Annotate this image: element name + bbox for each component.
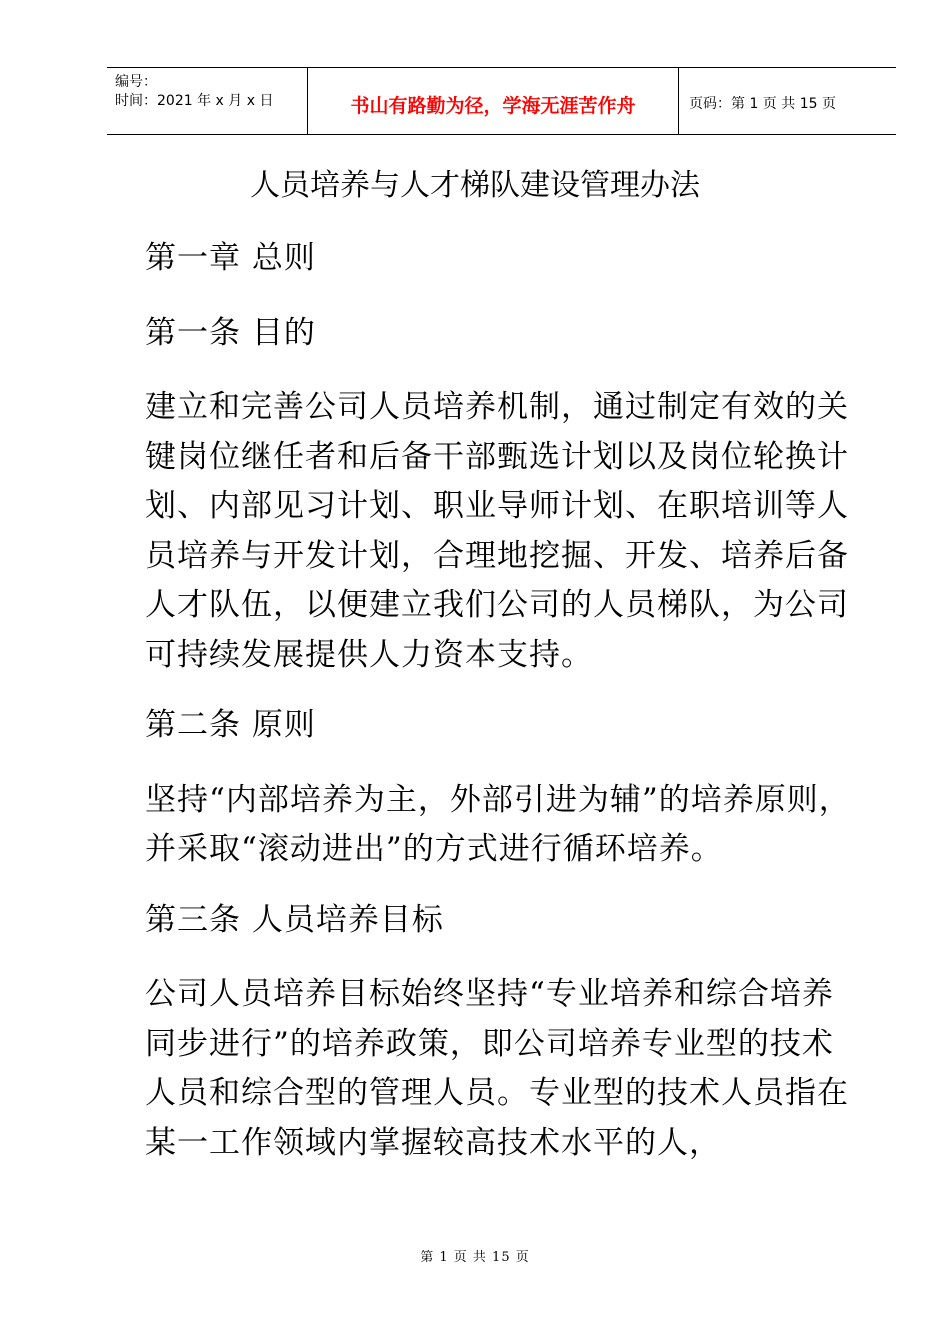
document-body (145, 234, 857, 1189)
article-heading: 第一条 目的 (145, 314, 316, 351)
chapter-heading: 第一章 总则 (145, 240, 316, 276)
document-date: 时间：2021 年 x 月 x 日 (115, 93, 274, 109)
document-title: 人员培养与人才梯队建设管理办法 (250, 168, 700, 203)
document-number-label: 编号： (115, 74, 157, 90)
page-header (107, 67, 896, 135)
header-page-info: 页码：第 1 页 共 15 页 (689, 95, 836, 112)
article-paragraph: 建立和完善公司人员培养机制，通过制定有效的关键岗位继任者和后备干部甄选计划以及岗位轮换计划、内部见习计划、职业导师计划、在职培训等人员培养与开发计划，合理地挖掘、开发、培养后备人才队伍，以便建立我们公司的人员梯队，为公司可持续发展提供人力资本支持。 (145, 389, 849, 673)
article-heading: 第二条 原则 (145, 707, 316, 743)
article-paragraph: 坚持“内部培养为主，外部引进为辅”的培养原则，并采取“滚动进出”的方式进行循环培养。 (145, 781, 851, 867)
header-meta (107, 68, 307, 134)
article-paragraph: 公司人员培养目标始终坚持“专业培养和综合培养同步进行”的培养政策，即公司培养专业型的技术人员和综合型的管理人员。专业型的技术人员指在某一工作领域内掌握较高技术水平的人， (145, 976, 849, 1161)
page-footer: 第 1 页 共 15 页 (420, 1250, 530, 1265)
article-heading: 第三条 人员培养目标 (145, 901, 444, 938)
header-motto: 书山有路勤为径，学海无涯苦作舟 (307, 68, 679, 134)
